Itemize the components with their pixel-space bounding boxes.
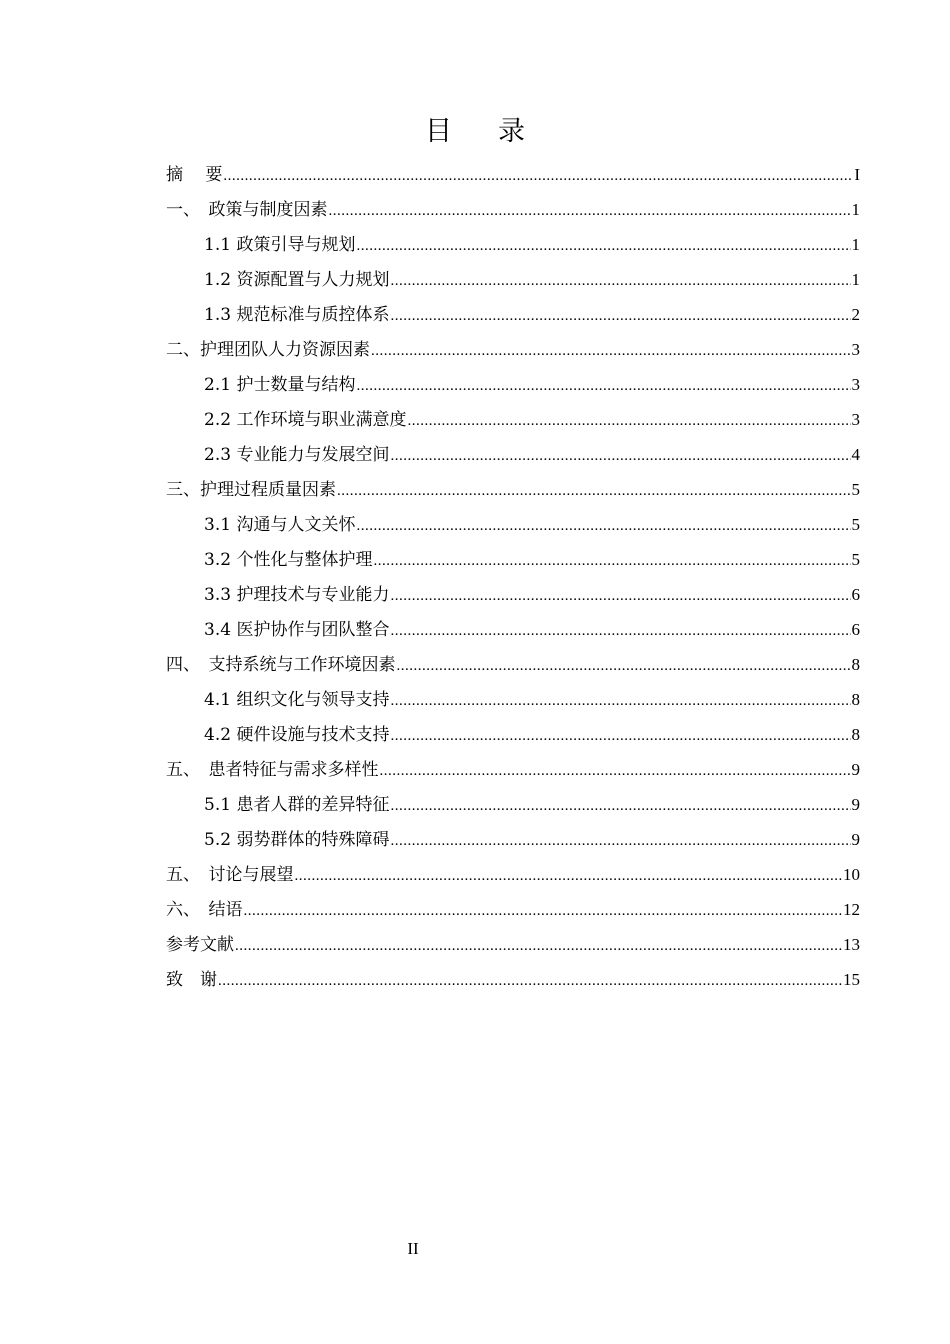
toc-entry-label: 2.2 工作环境与职业满意度 [204, 410, 407, 430]
toc-entry[interactable] [166, 227, 860, 262]
toc-entry[interactable] [166, 437, 860, 472]
toc-entry[interactable] [166, 787, 860, 822]
toc-entry-label: 3.3 护理技术与专业能力 [204, 585, 390, 605]
toc-dot-leader [244, 894, 843, 929]
toc-entry[interactable] [166, 682, 860, 717]
toc-dot-leader [373, 544, 850, 579]
toc-entry[interactable] [166, 577, 860, 612]
toc-entry-page-number: 13 [843, 935, 860, 954]
toc-entry[interactable] [166, 367, 860, 402]
toc-entry-label: 四、 支持系统与工作环境因素 [166, 655, 396, 675]
toc-dot-leader [390, 824, 850, 859]
toc-entry-label: 5.1 患者人群的差异特征 [204, 795, 390, 815]
toc-dot-leader [390, 579, 850, 614]
toc-dot-leader [329, 194, 851, 229]
toc-list [166, 157, 860, 997]
toc-dot-leader [407, 404, 850, 439]
toc-entry-page-number: 12 [843, 900, 860, 919]
page-number: II [407, 1239, 419, 1258]
toc-entry-label: 1.1 政策引导与规划 [204, 235, 356, 255]
toc-entry[interactable] [166, 332, 860, 367]
toc-entry-page-number: 2 [851, 305, 860, 324]
toc-title-part1: 目 [425, 116, 452, 147]
toc-entry-page-number: 8 [851, 725, 860, 744]
toc-entry-label: 4.1 组织文化与领导支持 [204, 690, 390, 710]
toc-dot-leader [380, 754, 851, 789]
toc-entry-label: 二、护理团队人力资源因素 [166, 340, 370, 360]
toc-title-part2: 录 [498, 116, 525, 147]
toc-entry-label: 三、护理过程质量因素 [166, 480, 336, 500]
toc-entry-label: 五、 讨论与展望 [166, 865, 294, 885]
toc-entry-label: 1.2 资源配置与人力规划 [204, 270, 390, 290]
toc-dot-leader [337, 474, 851, 509]
toc-entry[interactable] [166, 157, 860, 192]
toc-dot-leader [356, 509, 850, 544]
toc-entry-label: 参考文献 [166, 935, 234, 955]
toc-entry-page-number: I [854, 165, 860, 184]
toc-dot-leader [390, 684, 850, 719]
toc-entry[interactable] [166, 927, 860, 962]
toc-entry-page-number: 3 [851, 340, 860, 359]
toc-entry-label: 3.4 医护协作与团队整合 [204, 620, 390, 640]
toc-dot-leader [371, 334, 851, 369]
toc-entry[interactable] [166, 822, 860, 857]
toc-entry[interactable] [166, 717, 860, 752]
toc-entry-label: 3.2 个性化与整体护理 [204, 550, 373, 570]
toc-dot-leader [390, 719, 850, 754]
toc-entry-label: 1.3 规范标准与质控体系 [204, 305, 390, 325]
toc-dot-leader [390, 614, 850, 649]
toc-entry-page-number: 6 [851, 620, 860, 639]
toc-dot-leader [356, 369, 850, 404]
toc-entry[interactable] [166, 472, 860, 507]
toc-title [0, 112, 950, 152]
toc-entry[interactable] [166, 892, 860, 927]
toc-entry[interactable] [166, 752, 860, 787]
toc-entry-label: 2.3 专业能力与发展空间 [204, 445, 390, 465]
toc-dot-leader [390, 299, 850, 334]
toc-entry[interactable] [166, 402, 860, 437]
toc-entry-page-number: 1 [851, 270, 860, 289]
toc-entry-page-number: 9 [851, 760, 860, 779]
toc-dot-leader [397, 649, 851, 684]
toc-entry-page-number: 5 [851, 480, 860, 499]
toc-dot-leader [218, 964, 842, 999]
toc-entry[interactable] [166, 192, 860, 227]
toc-entry-page-number: 10 [843, 865, 860, 884]
toc-dot-leader [390, 789, 850, 824]
toc-entry-label: 致 谢 [166, 970, 217, 990]
toc-entry-page-number: 5 [851, 515, 860, 534]
toc-dot-leader [356, 229, 850, 264]
toc-entry-page-number: 5 [851, 550, 860, 569]
toc-entry-page-number: 3 [851, 375, 860, 394]
toc-dot-leader [223, 159, 853, 194]
toc-entry[interactable] [166, 647, 860, 682]
toc-entry-page-number: 9 [851, 795, 860, 814]
toc-dot-leader [390, 439, 850, 474]
toc-entry[interactable] [166, 507, 860, 542]
toc-entry[interactable] [166, 962, 860, 997]
toc-entry-label: 摘 要 [166, 165, 223, 185]
toc-entry[interactable] [166, 542, 860, 577]
toc-entry-page-number: 3 [851, 410, 860, 429]
toc-entry-page-number: 8 [851, 690, 860, 709]
toc-entry[interactable] [166, 262, 860, 297]
toc-entry[interactable] [166, 297, 860, 332]
toc-entry-label: 一、 政策与制度因素 [166, 200, 328, 220]
toc-entry-label: 六、 结语 [166, 900, 243, 920]
toc-entry-page-number: 9 [851, 830, 860, 849]
toc-dot-leader [295, 859, 843, 894]
toc-entry-page-number: 1 [851, 235, 860, 254]
toc-entry-label: 五、 患者特征与需求多样性 [166, 760, 379, 780]
toc-entry-page-number: 15 [843, 970, 860, 989]
toc-entry[interactable] [166, 857, 860, 892]
toc-entry-label: 4.2 硬件设施与技术支持 [204, 725, 390, 745]
toc-entry-label: 5.2 弱势群体的特殊障碍 [204, 830, 390, 850]
toc-entry-page-number: 1 [851, 200, 860, 219]
toc-dot-leader [235, 929, 842, 964]
toc-dot-leader [390, 264, 850, 299]
toc-entry-label: 2.1 护士数量与结构 [204, 375, 356, 395]
toc-entry-page-number: 4 [851, 445, 860, 464]
toc-entry[interactable] [166, 612, 860, 647]
toc-entry-label: 3.1 沟通与人文关怀 [204, 515, 356, 535]
toc-entry-page-number: 8 [851, 655, 860, 674]
toc-entry-page-number: 6 [851, 585, 860, 604]
